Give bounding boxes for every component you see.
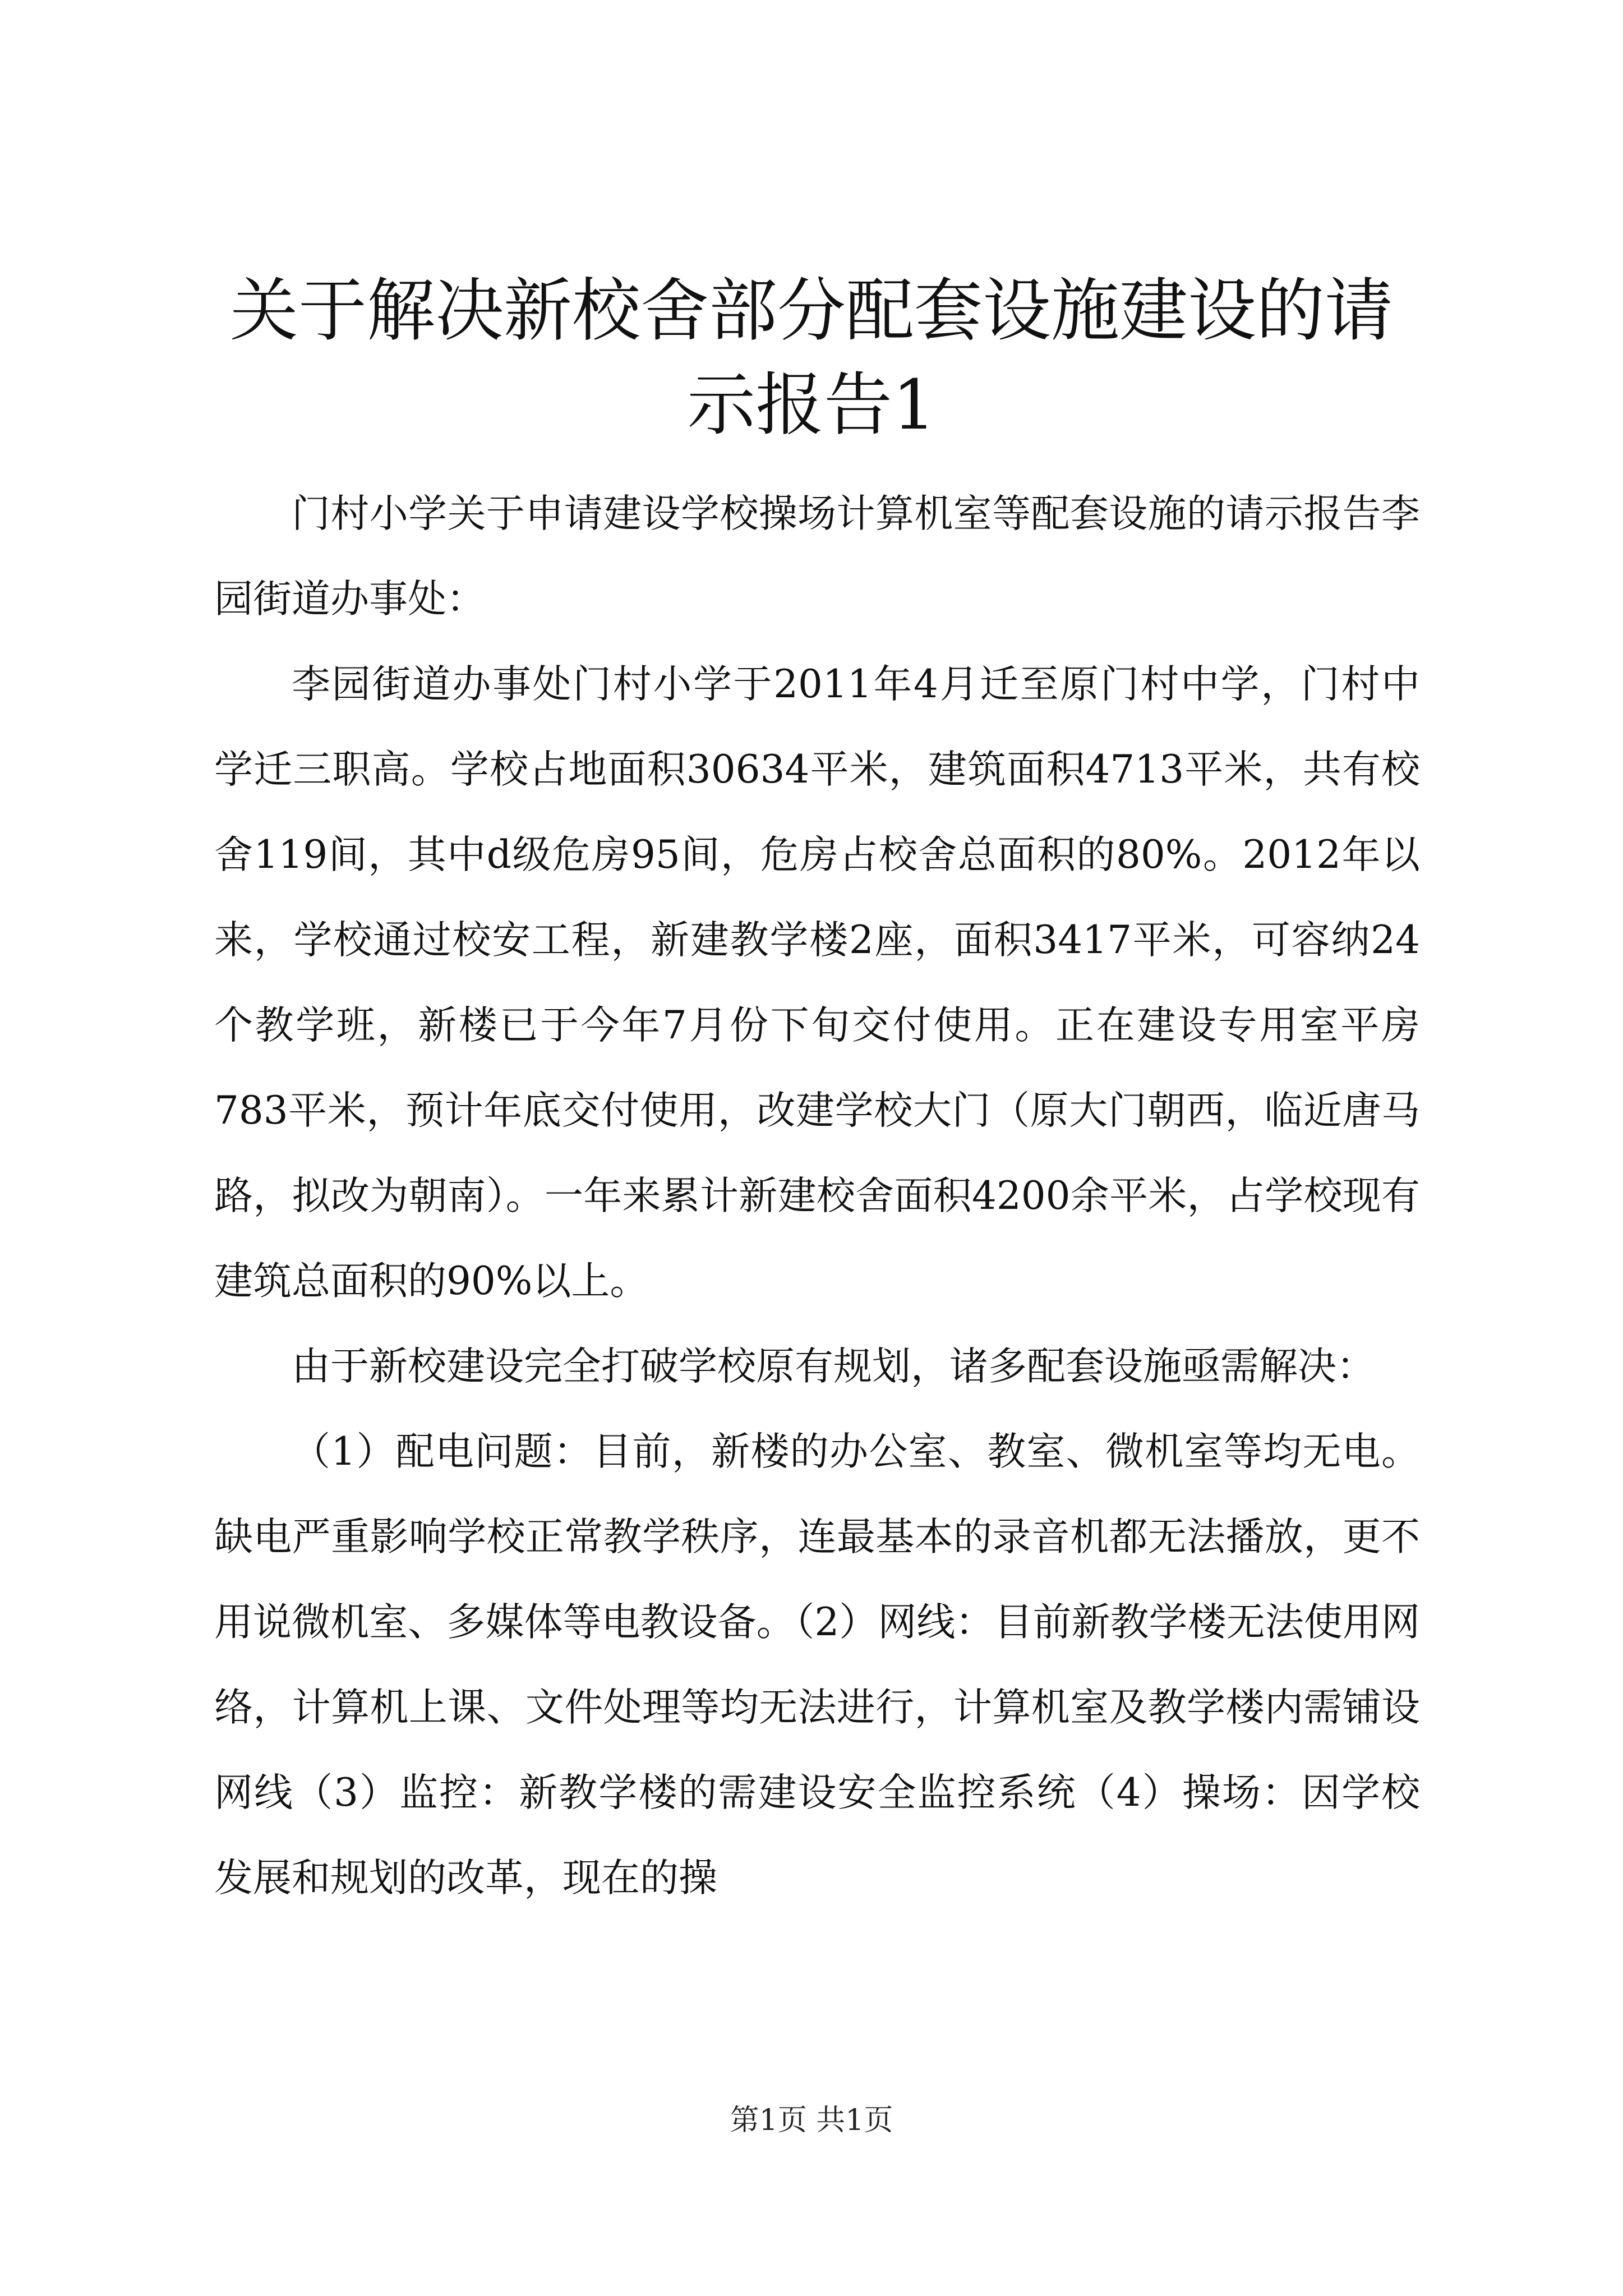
paragraph-problem-intro: 由于新校建设完全打破学校原有规划，诸多配套设施亟需解决： — [292, 1344, 1375, 1389]
paragraph-school-overview: 李园街道办事处门村小学于2011年4月迁至原门村中学，门村中学迁三职高。学校占地面积30634平米，建筑面积4713平米，共有校舍119间，其中d级危房95间，危房占校舍总面积的80%。2012年以来，学校通过校安工程，新建教学楼2座，面积3417平米，可容纳24个教学班，新楼已于今年7月份下旬交付使用。正在建设专用室平房783平米，预计年底交付使用，改建学校大门（原大门朝西，临近唐马路，拟改为朝南）。一年来累计新建校舍面积4200余平米，占学校现有建筑总面积的90%以上。 — [214, 662, 1420, 1304]
document-body — [214, 471, 1420, 1921]
document-title: 关于解决新校舍部分配套设施建设的请示报告1 — [230, 271, 1393, 445]
paragraph-facility-needs: （1）配电问题：目前，新楼的办公室、教室、微机室等均无电。缺电严重影响学校正常教学秩序，连最基本的录音机都无法播放，更不用说微机室、多媒体等电教设备。（2）网线：目前新教学楼无法使用网络，计算机上课、文件处理等均无法进行，计算机室及教学楼内需铺设网线（3）监控：新教学楼的需建设安全监控系统（4）操场：因学校发展和规划的改革，现在的操 — [214, 1429, 1420, 1901]
page-number-footer: 第1页 共1页 — [730, 2104, 893, 2137]
paragraph-salutation: 门村小学关于申请建设学校操场计算机室等配套设施的请示报告李园街道办事处： — [214, 491, 1420, 622]
